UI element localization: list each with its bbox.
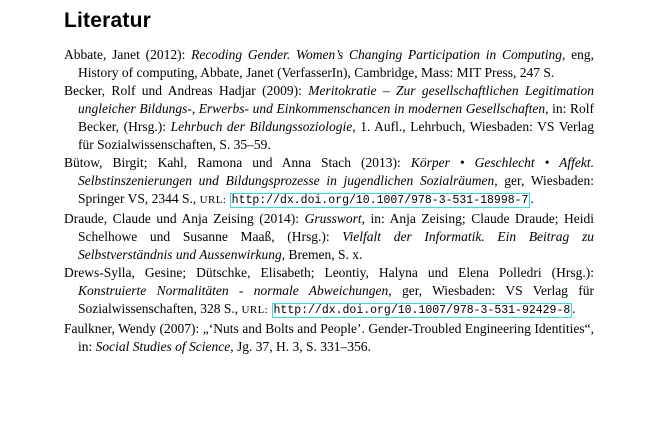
reference-text: , eng, History of computing, Abbate, Janet (VerfasserIn), Cambridge, Mass: MIT Press, 247 S. — [78, 47, 594, 80]
reference-entry — [64, 210, 594, 264]
reference-text: , in: Rolf Becker, (Hrsg.): — [78, 101, 594, 134]
reference-text: . — [530, 191, 534, 206]
reference-entry — [64, 82, 594, 154]
reference-text: Bütow, Birgit; Kahl, Ramona und Anna Stach (2013): — [64, 155, 411, 170]
reference-title-italic: Meritokratie – Zur gesellschaftlichen Legitimation ungleicher Bildungs-, Erwerbs- und Einkommenschancen in modernen Gesellschaften — [78, 83, 594, 116]
reference-title-italic: Lehrbuch der Bildungssoziologie — [170, 119, 353, 134]
reference-text: , in: Anja Zeising; Claude Draude; Heidi Schelhowe und Susanne Maaß, (Hrsg.): — [78, 211, 594, 244]
reference-title-italic: Grusswort — [304, 211, 362, 226]
reference-text: , ger, Wiesbaden: Springer VS, 2344 S., — [78, 173, 595, 206]
reference-title-italic: Konstruierte Normalitäten - normale Abweichungen — [78, 283, 389, 298]
reference-list — [64, 46, 594, 356]
reference-text: , ger, Wiesbaden: VS Verlag für Sozialwissenschaften, 328 S., — [78, 283, 594, 316]
reference-text — [268, 301, 271, 316]
reference-text: Becker, Rolf und Andreas Hadjar (2009): — [64, 83, 309, 98]
reference-text: Abbate, Janet (2012): — [64, 47, 192, 62]
reference-entry — [64, 320, 594, 356]
reference-text: Faulkner, Wendy (2007): „‘Nuts and Bolts and People’. Gender-Troubled Engineering Identities“, in: — [64, 321, 594, 354]
reference-title-italic: Vielfalt der Informatik. Ein Beitrag zu Selbstverständnis und Aussenwirkung — [78, 229, 594, 262]
reference-text: Drews-Sylla, Gesine; Dütschke, Elisabeth; Leontiy, Halyna und Elena Polledri (Hrsg.): — [64, 265, 594, 280]
reference-text: , 1. Aufl., Lehrbuch, Wiesbaden: VS Verlag für Sozialwissenschaften, S. 35–59. — [78, 119, 595, 152]
reference-entry — [64, 154, 594, 210]
page-title: Literatur — [64, 9, 151, 32]
reference-entry — [64, 46, 594, 82]
doi-link[interactable]: http://dx.doi.org/10.1007/978-3-531-18998-7 — [231, 194, 529, 207]
reference-text: . — [572, 301, 576, 316]
doi-link[interactable]: http://dx.doi.org/10.1007/978-3-531-92429-8 — [273, 304, 571, 317]
reference-text: Draude, Claude und Anja Zeising (2014): — [64, 211, 305, 226]
url-label: URL: — [199, 194, 227, 206]
reference-title-italic: Körper • Geschlecht • Affekt. Selbstinszenierungen und Bildungsprozesse in jugendlichen Sozialräumen — [78, 155, 594, 188]
reference-title-italic: Social Studies of Science — [95, 339, 231, 354]
url-label: URL: — [241, 304, 269, 316]
reference-title-italic: Recoding Gender. Women’s Changing Participation in Computing — [191, 47, 562, 62]
reference-entry — [64, 264, 594, 320]
reference-text: , Jg. 37, H. 3, S. 331–356. — [230, 339, 371, 354]
reference-text: , Bremen, S. x. — [281, 247, 363, 262]
